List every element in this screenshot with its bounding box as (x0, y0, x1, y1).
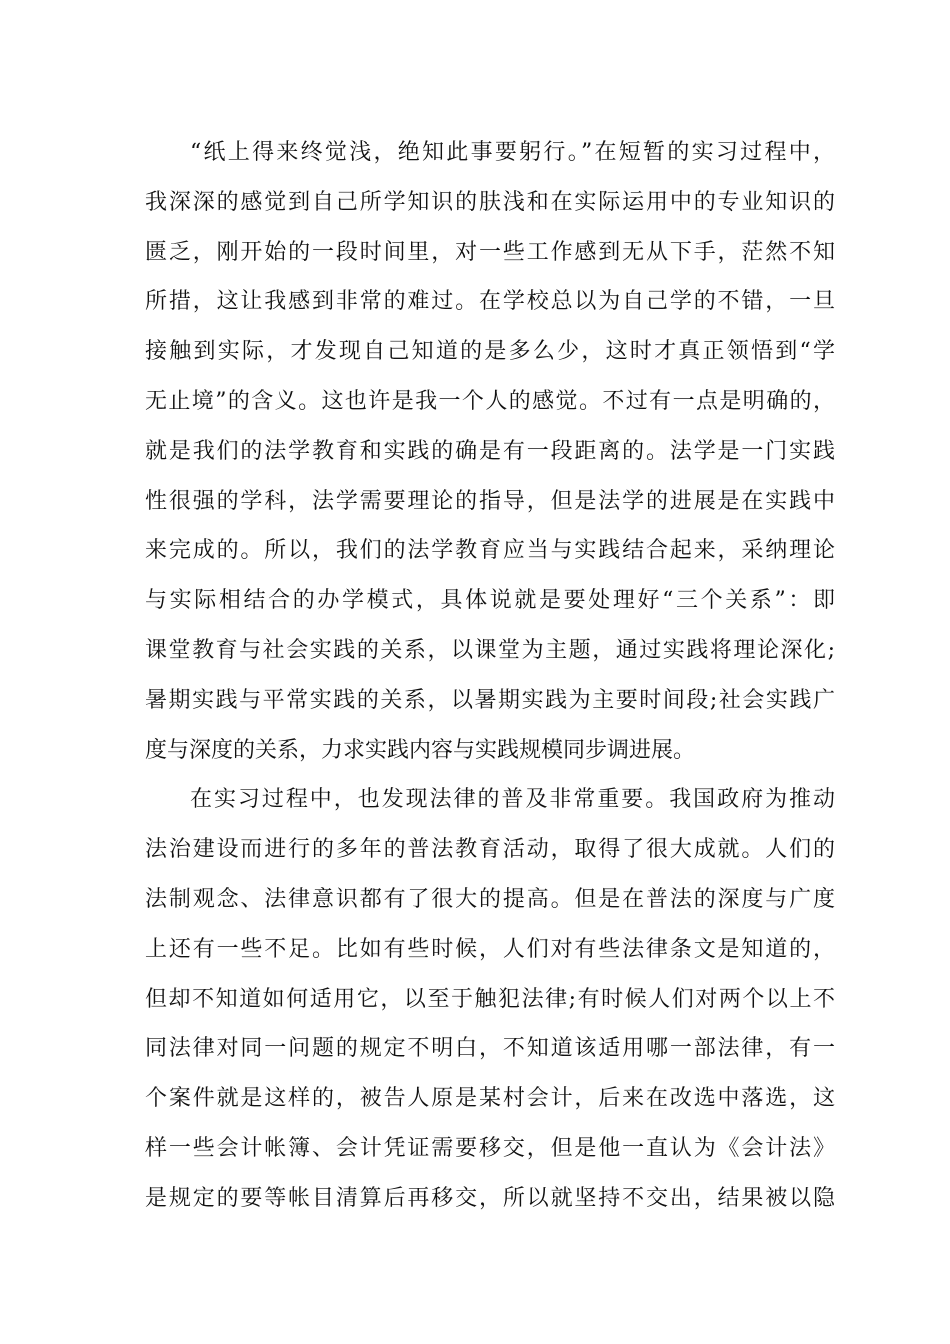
text-line: 但却不知道如何适用它，以至于触犯法律;有时候人们对两个以上不 (145, 986, 835, 1012)
text-line: 度与深度的关系，力求实践内容与实践规模同步调进展。 (145, 737, 696, 763)
text-line: 所措，这让我感到非常的难过。在学校总以为自己学的不错，一旦 (145, 289, 835, 315)
text-line: 上还有一些不足。比如有些时候，人们对有些法律条文是知道的， (145, 936, 835, 962)
text-line: 样一些会计帐簿、会计凭证需要移交，但是他一直认为《会计法》 (145, 1135, 835, 1161)
text-line: 匮乏，刚开始的一段时间里，对一些工作感到无从下手，茫然不知 (145, 239, 835, 265)
text-line: 在实习过程中，也发现法律的普及非常重要。我国政府为推动 (190, 787, 835, 813)
text-line: 接触到实际，才发现自己知道的是多么少，这时才真正领悟到“学 (145, 339, 835, 365)
text-line: 就是我们的法学教育和实践的确是有一段距离的。法学是一门实践 (145, 438, 835, 464)
text-line: 个案件就是这样的，被告人原是某村会计，后来在改选中落选，这 (145, 1086, 835, 1112)
paragraph-2 (145, 775, 835, 1223)
paragraph-1 (145, 128, 835, 775)
text-line: 法治建设而进行的多年的普法教育活动，取得了很大成就。人们的 (145, 837, 835, 863)
text-line: 与实际相结合的办学模式，具体说就是要处理好“三个关系”：即 (145, 588, 835, 614)
text-line: 暑期实践与平常实践的关系，以暑期实践为主要时间段;社会实践广 (145, 687, 835, 713)
text-line: 同法律对同一问题的规定不明白，不知道该适用哪一部法律，有一 (145, 1036, 835, 1062)
text-line: 来完成的。所以，我们的法学教育应当与实践结合起来，采纳理论 (145, 538, 835, 564)
text-line: 课堂教育与社会实践的关系，以课堂为主题，通过实践将理论深化; (145, 637, 835, 663)
document-body (145, 128, 835, 1224)
text-line: 法制观念、法律意识都有了很大的提高。但是在普法的深度与广度 (145, 886, 835, 912)
text-line: “纸上得来终觉浅，绝知此事要躬行。”在短暂的实习过程中， (190, 140, 835, 165)
text-line: 无止境”的含义。这也许是我一个人的感觉。不过有一点是明确的， (145, 388, 835, 414)
text-line: 我深深的感觉到自己所学知识的肤浅和在实际运用中的专业知识的 (145, 189, 835, 215)
text-line: 性很强的学科，法学需要理论的指导，但是法学的进展是在实践中 (145, 488, 835, 514)
text-line: 是规定的要等帐目清算后再移交，所以就坚持不交出，结果被以隐 (145, 1185, 835, 1211)
